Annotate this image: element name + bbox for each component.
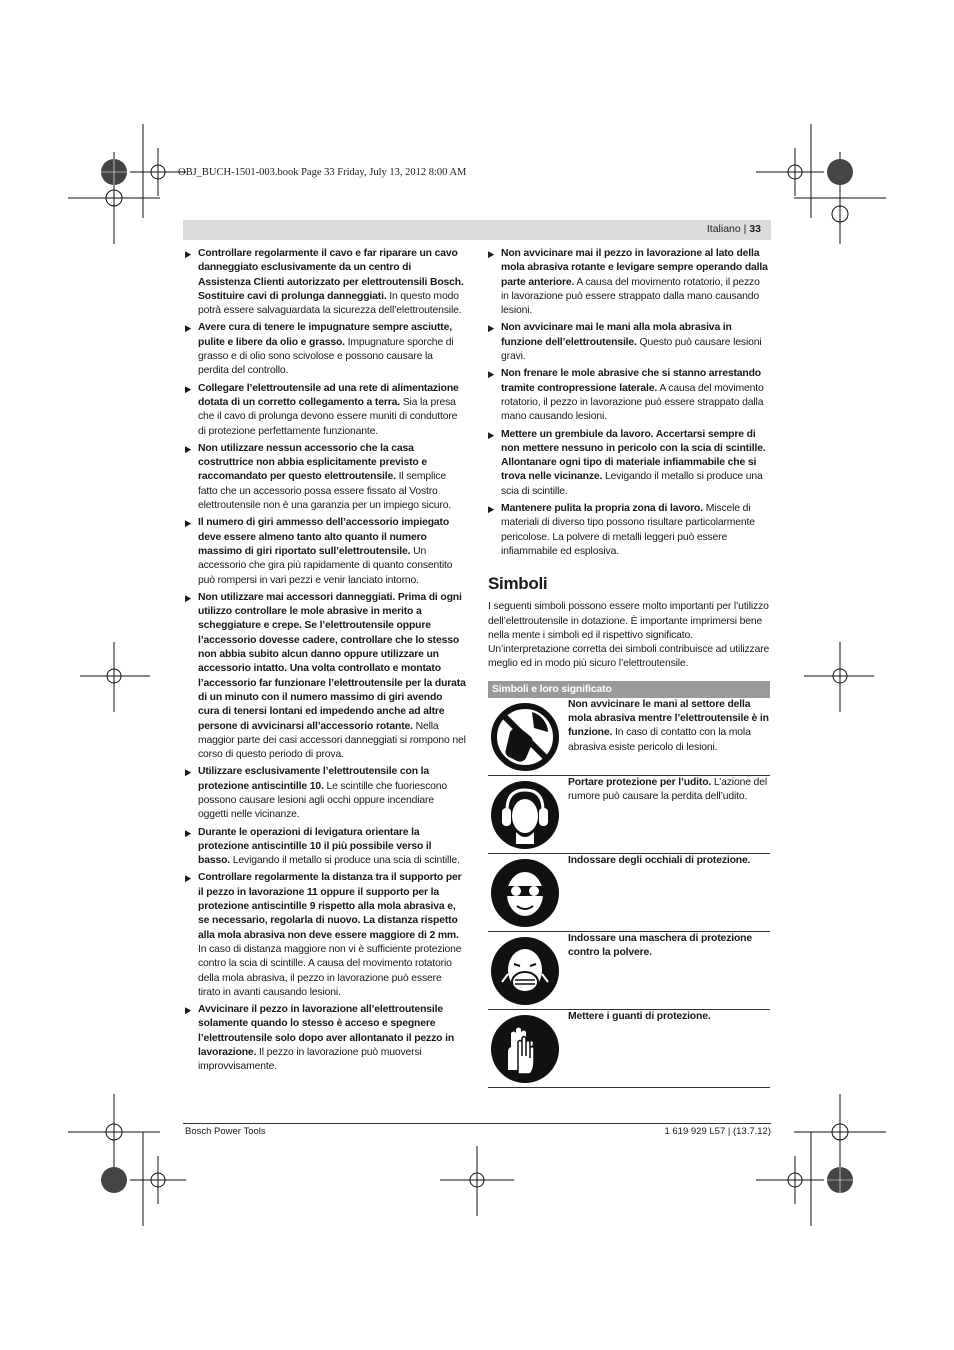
- item-text: In caso di distanza maggiore non vi è sufficiente protezione contro la scia di scintille. A causa del movimento rotatorio della mola abrasiva, il pezzo in lavorazione può essere tirato in avanti causando lesioni.: [198, 943, 462, 998]
- triangle-bullet-icon: ▶: [185, 1005, 192, 1016]
- item-text: Il semplice fatto che un accessorio possa essere fissato al Vostro elettroutensile non è una garanzia per un impiego sicuro.: [198, 471, 452, 512]
- triangle-bullet-icon: ▶: [185, 592, 192, 603]
- item-bold: Il numero di giri ammesso dell’accessorio impiegato deve essere almeno tanto alto quanto il numero massimo di giri riportato sull’elettroutensile.: [198, 517, 450, 557]
- symbol-description: [568, 776, 770, 805]
- symbol-bold: Mettere i guanti di protezione.: [568, 1010, 711, 1022]
- item-text: Sia la presa che il cavo di prolunga devono essere muniti di conduttore di protezione perfettamente funzionante.: [198, 396, 458, 437]
- item-bold: Controllare regolarmente il cavo e far riparare un cavo danneggiato esclusivamente da un centro di Assistenza Clienti autorizzato per elettroutensili Bosch. Sostituire cavi di prolunga danneggiati.: [198, 248, 464, 302]
- item-bold: Non utilizzare mai accessori danneggiati. Prima di ogni utilizzo controllare le mole abrasive in merito a scheggiature e crepe. Se l’elettroutensile oppure l’accessorio dovesse cadere, controllare che lo stesso non abbia subito alcun danno oppure utilizzare un accessorio intatto. Una volta controllato e montato l’accessorio far funzionare l’elettroutensile per la durata di un minuto con il numero massimo di giri avendo cura di tenersi lontani ed impedendo anche ad altre persone di avvicinarsi all’accessorio rotante.: [198, 591, 466, 732]
- item-text: Un accessorio che gira più rapidamente di quanto consentito può rompersi in vari pezzi e venir lanciato intorno.: [198, 545, 453, 586]
- item-text: Il pezzo in lavorazione può muoversi improvvisamente.: [198, 1047, 422, 1073]
- symbol-description: [568, 698, 770, 755]
- symbol-description: [568, 932, 770, 961]
- item-bold: Avvicinare il pezzo in lavorazione all’elettroutensile solamente quando lo stesso è acceso e spegnere l’elettroutensile solo dopo aver allontanato il pezzo in lavorazione.: [198, 1004, 455, 1059]
- header-label: [707, 223, 761, 235]
- item-bold: Mettere un grembiule da lavoro. Accertarsi sempre di non mettere nessuno in pericolo con la scia di scintille. Allontanare ogni tipo di materiale infiammabile che si trova nelle vicinanze.: [501, 428, 766, 483]
- item-bold: Non frenare le mole abrasive che si stanno arrestando tramite contropressione laterale.: [501, 368, 761, 394]
- item-bold: Avere cura di tenere le impugnature sempre asciutte, pulite e libere da olio e grasso.: [198, 322, 452, 348]
- footer-brand: Bosch Power Tools: [185, 1126, 266, 1137]
- safety-item: [488, 428, 770, 499]
- ear-protection-icon: [490, 780, 560, 850]
- safety-item: [185, 321, 466, 378]
- item-text: Le scintille che fuoriescono possono causare lesioni agli occhi oppure incendiare oggetti nelle vicinanze.: [198, 780, 448, 821]
- item-text: A causa del movimento rotatorio, il pezzo in lavorazione può essere strappato dalla mano causando lesioni.: [501, 276, 760, 317]
- item-text: A causa del movimento rotatorio, il pezzo in lavorazione può essere strappato dalla mano causando lesioni.: [501, 382, 764, 423]
- section-intro: I seguenti simboli possono essere molto importanti per l’utilizzo dell’elettroutensile in dotazione. È importante imprimersi bene nella mente i simboli ed il rispettivo significato. Un’interpretazione corretta dei simboli contribuisce ad utilizzare meglio ed in modo più sicuro l’elettroutensile.: [488, 601, 770, 670]
- safety-item: [185, 591, 466, 763]
- table-row: [488, 854, 770, 932]
- table-row: [488, 698, 770, 776]
- footer-doc-number: 1 619 929 L57 | (13.7.12): [664, 1126, 771, 1137]
- safety-item: [185, 826, 466, 869]
- safety-item: [488, 247, 770, 318]
- triangle-bullet-icon: ▶: [185, 323, 192, 334]
- symbols-table: [488, 681, 770, 1088]
- triangle-bullet-icon: ▶: [185, 383, 192, 394]
- safety-item: [185, 382, 466, 439]
- symbol-bold: Indossare una maschera di protezione contro la polvere.: [568, 932, 752, 959]
- symbol-description: [568, 854, 770, 868]
- safety-goggles-icon: [490, 858, 560, 928]
- table-row: [488, 932, 770, 1010]
- safety-item: [488, 502, 770, 559]
- triangle-bullet-icon: ▶: [185, 827, 192, 838]
- right-column: [488, 247, 770, 1088]
- item-bold: Non avvicinare mai le mani alla mola abrasiva in funzione dell’elettroutensile.: [501, 322, 732, 348]
- safety-item: [185, 442, 466, 513]
- symbol-description: [568, 1010, 770, 1024]
- triangle-bullet-icon: ▶: [185, 767, 192, 778]
- item-bold: Durante le operazioni di levigatura orientare la protezione antiscintille 10 il più possibile verso il basso.: [198, 826, 432, 867]
- symbol-bold: Indossare degli occhiali di protezione.: [568, 854, 751, 866]
- item-bold: Controllare regolarmente la distanza tra il supporto per il pezzo in lavorazione 11 oppure il supporto per la protezione antiscintille 9 rispetto alla mola abrasiva e, se necessario, regolarla di nuovo. La distanza rispetto alla mola abrasiva non deve essere maggiore di 2 mm.: [198, 872, 462, 941]
- table-row: [488, 1010, 770, 1088]
- section-title: Simboli: [488, 574, 548, 594]
- item-text: Miscele di materiali di diverso tipo possono risultare particolarmente pericolose. La polvere di metalli leggeri può essere infiammabile ed esplosiva.: [501, 503, 755, 557]
- item-text: Levigando il metallo si produce una scia di scintille.: [230, 855, 460, 867]
- page-header: [183, 220, 771, 240]
- dust-mask-icon: [490, 936, 560, 1006]
- no-hands-prohibition-icon: [490, 702, 560, 772]
- symbol-text: L’azione del rumore può causare la perdita dell’udito.: [568, 776, 767, 803]
- page-number: 33: [749, 223, 761, 235]
- safety-item: [185, 516, 466, 587]
- safety-item: [488, 367, 770, 424]
- symbol-bold: Portare protezione per l’udito.: [568, 776, 712, 788]
- item-bold: Utilizzare esclusivamente l’elettroutensile con la protezione antiscintille 10.: [198, 766, 429, 792]
- safety-item: [185, 1003, 466, 1074]
- table-header: Simboli e loro significato: [488, 681, 770, 698]
- triangle-bullet-icon: ▶: [185, 249, 192, 259]
- safety-item: [488, 321, 770, 364]
- header-separator: |: [743, 223, 747, 235]
- footer-rule: [183, 1123, 771, 1124]
- safety-item: [185, 765, 466, 822]
- triangle-bullet-icon: ▶: [488, 249, 495, 259]
- triangle-bullet-icon: ▶: [185, 518, 192, 529]
- left-column: [185, 247, 466, 1078]
- item-bold: Mantenere pulita la propria zona di lavoro.: [501, 503, 703, 515]
- triangle-bullet-icon: ▶: [488, 504, 495, 515]
- symbol-text: In caso di contatto con la mola abrasiva esiste pericolo di lesioni.: [568, 727, 751, 753]
- item-text: Impugnature sporche di grasso e di olio sono scivolose e possono causare la perdita del controllo.: [198, 336, 454, 377]
- protective-gloves-icon: [490, 1014, 560, 1084]
- item-bold: Non utilizzare nessun accessorio che la casa costruttrice non abbia esplicitamente previsto e raccomandato per questo elettroutensile.: [198, 442, 427, 483]
- triangle-bullet-icon: ▶: [488, 323, 495, 334]
- triangle-bullet-icon: ▶: [185, 873, 192, 884]
- item-bold: Collegare l’elettroutensile ad una rete di alimentazione dotata di un corretto collegamento a terra.: [198, 382, 459, 408]
- item-text: Levigando il metallo si produce una scia di scintille.: [501, 471, 763, 497]
- item-text: Questo può causare lesioni gravi.: [501, 336, 762, 363]
- header-language: Italiano: [706, 223, 741, 235]
- symbol-bold: Non avvicinare le mani al settore della mola abrasiva mentre l’elettroutensile è in funzione.: [568, 698, 769, 739]
- item-text: In questo modo potrà essere salvaguardata la sicurezza dell’elettroutensile.: [198, 290, 462, 317]
- triangle-bullet-icon: ▶: [488, 429, 495, 440]
- safety-item: [185, 247, 466, 318]
- triangle-bullet-icon: ▶: [185, 443, 192, 454]
- item-text: Nella maggior parte dei casi accessori danneggiati si rompono nel corso di questo periodo di prova.: [198, 720, 466, 761]
- print-slug: OBJ_BUCH-1501-003.book Page 33 Friday, July 13, 2012 8:00 AM: [178, 167, 467, 178]
- triangle-bullet-icon: ▶: [488, 369, 495, 380]
- item-bold: Non avvicinare mai il pezzo in lavorazione al lato della mola abrasiva rotante e levigare sempre operando dalla parte anteriore.: [501, 248, 768, 288]
- safety-item: [185, 871, 466, 1000]
- table-row: [488, 776, 770, 854]
